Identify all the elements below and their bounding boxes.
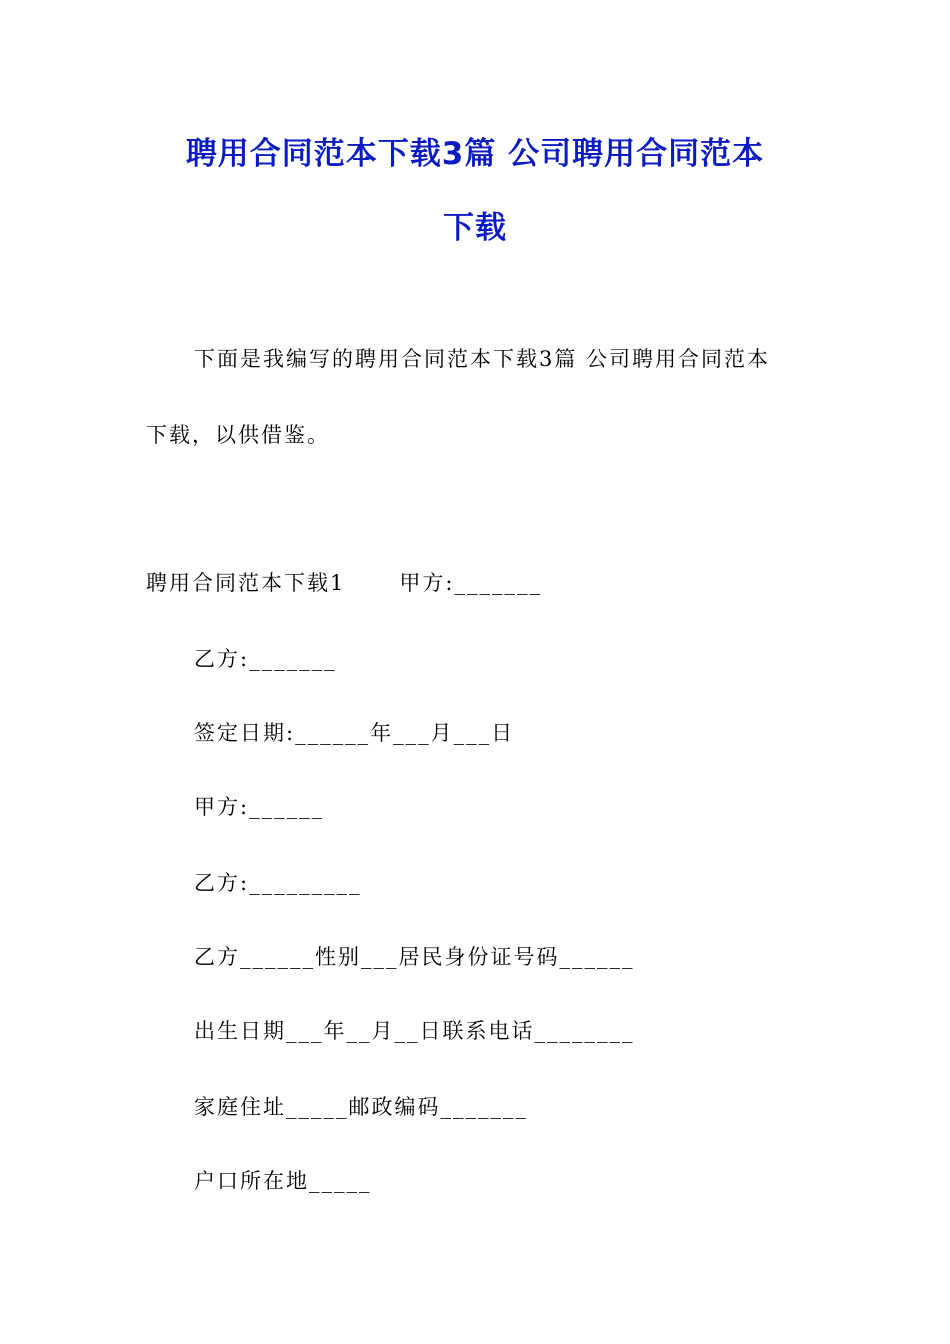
- party-a-field-2: 甲方:______: [194, 795, 325, 819]
- household-registration-field: 户口所在地_____: [194, 1169, 372, 1193]
- section-heading-row: [146, 568, 542, 598]
- document-title-line-2: 下载: [443, 210, 507, 246]
- party-b-field-2: 乙方:_________: [194, 871, 362, 895]
- signing-date-field: 签定日期:______年___月___日: [194, 721, 515, 745]
- intro-text-line-1: 下面是我编写的聘用合同范本下载3篇 公司聘用合同范本: [194, 347, 771, 371]
- address-postcode-field: 家庭住址_____邮政编码_______: [194, 1095, 528, 1119]
- party-a-field: 甲方:_______: [399, 571, 542, 595]
- party-b-field: 乙方:_______: [194, 647, 337, 671]
- intro-text-line-2: 下载，以供借鉴。: [146, 423, 330, 447]
- section-heading: 聘用合同范本下载1: [146, 571, 346, 595]
- party-b-details-field: 乙方______性别___居民身份证号码______: [194, 945, 635, 969]
- birth-date-phone-field: 出生日期___年__月__日联系电话________: [194, 1019, 635, 1043]
- document-title-line-1: 聘用合同范本下载3篇 公司聘用合同范本: [185, 136, 765, 172]
